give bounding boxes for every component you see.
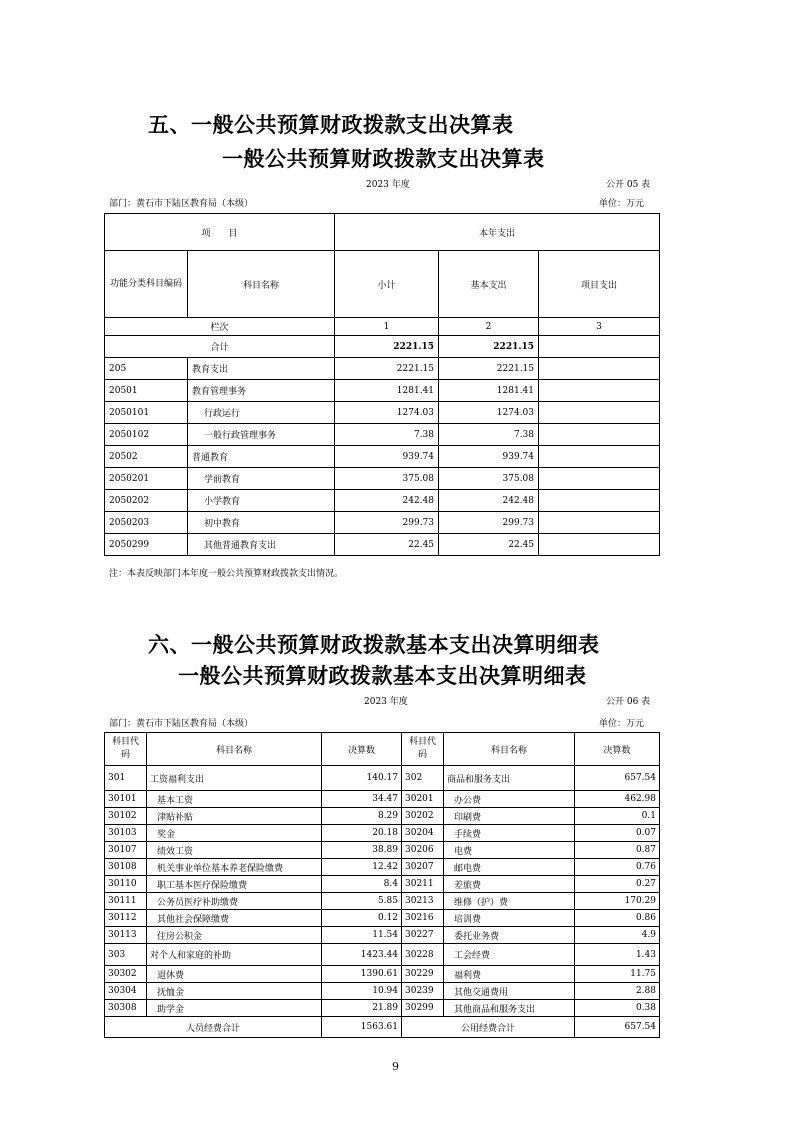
table-row (105, 983, 660, 1000)
right-code: 30202 (402, 808, 444, 825)
table-row (105, 380, 660, 402)
row-name: 教育支出 (188, 358, 335, 380)
right-amount: 4.9 (575, 927, 660, 944)
right-code: 30239 (402, 983, 444, 1000)
section6-dept: 部门：黄石市下陆区教育局（本级） (109, 719, 254, 729)
table-row (105, 766, 660, 791)
left-code: 30304 (105, 983, 147, 1000)
right-name: 差旅费 (444, 876, 575, 893)
left-amount: 140.17 (322, 766, 402, 791)
table-row (105, 966, 660, 983)
right-amount: 0.86 (575, 910, 660, 927)
row-code: 20501 (105, 380, 188, 402)
row-project (539, 512, 660, 534)
right-amount: 0.07 (575, 825, 660, 842)
row-basic: 242.48 (439, 490, 539, 512)
right-name: 其他商品和服务支出 (444, 1000, 575, 1017)
right-code: 30299 (402, 1000, 444, 1017)
row-code: 2050102 (105, 424, 188, 446)
total-row (105, 336, 660, 358)
personnel-total: 1563.61 (322, 1017, 402, 1038)
left-name: 绩效工资 (147, 842, 322, 859)
row-basic: 22.45 (439, 534, 539, 556)
table-row (105, 358, 660, 380)
totals-row (105, 1017, 660, 1038)
public-total-label: 公用经费合计 (402, 1017, 575, 1038)
row-name: 一般行政管理事务 (188, 424, 335, 446)
row-code: 2050202 (105, 490, 188, 512)
page-number: 9 (392, 1060, 399, 1073)
right-amount: 11.75 (575, 966, 660, 983)
total-project (539, 336, 660, 358)
total-label: 合计 (105, 336, 335, 358)
col-header-amount: 决算数 (575, 733, 660, 766)
left-amount: 20.18 (322, 825, 402, 842)
section6-year: 2023 年度 (364, 697, 408, 707)
left-amount: 10.94 (322, 983, 402, 1000)
left-code: 30111 (105, 893, 147, 910)
col-header-expense: 本年支出 (335, 214, 660, 251)
right-name: 工会经费 (444, 944, 575, 966)
row-code: 205 (105, 358, 188, 380)
row-name: 其他普通教育支出 (188, 534, 335, 556)
right-code: 30228 (402, 944, 444, 966)
row-name: 教育管理事务 (188, 380, 335, 402)
row-basic: 2221.15 (439, 358, 539, 380)
right-amount: 1.43 (575, 944, 660, 966)
right-name: 委托业务费 (444, 927, 575, 944)
right-code: 30229 (402, 966, 444, 983)
left-amount: 34.47 (322, 791, 402, 808)
row-project (539, 424, 660, 446)
section5-form-no: 公开 05 表 (606, 180, 651, 190)
row-name: 学前教育 (188, 468, 335, 490)
row-basic: 1274.03 (439, 402, 539, 424)
right-amount: 170.29 (575, 893, 660, 910)
col-header-basic: 基本支出 (439, 251, 539, 318)
left-code: 30102 (105, 808, 147, 825)
row-subtotal: 2221.15 (335, 358, 439, 380)
right-code: 30227 (402, 927, 444, 944)
row-basic: 7.38 (439, 424, 539, 446)
section5-heading: 五、一般公共预算财政拨款支出决算表 (148, 112, 514, 137)
left-name: 职工基本医疗保险缴费 (147, 876, 322, 893)
col-header-code: 科目代码 (402, 733, 444, 766)
table-row (105, 944, 660, 966)
total-subtotal: 2221.15 (335, 336, 439, 358)
left-name: 公务员医疗补助缴费 (147, 893, 322, 910)
left-code: 30308 (105, 1000, 147, 1017)
table-row (105, 402, 660, 424)
table-row (105, 808, 660, 825)
table-row (105, 512, 660, 534)
right-amount: 657.54 (575, 766, 660, 791)
table-row (105, 534, 660, 556)
right-code: 30201 (402, 791, 444, 808)
row-name: 小学教育 (188, 490, 335, 512)
row-project (539, 490, 660, 512)
right-name: 电费 (444, 842, 575, 859)
left-name: 助学金 (147, 1000, 322, 1017)
left-amount: 5.85 (322, 893, 402, 910)
left-amount: 12.42 (322, 859, 402, 876)
section5-unit: 单位：万元 (599, 199, 645, 209)
left-name: 基本工资 (147, 791, 322, 808)
row-subtotal: 375.08 (335, 468, 439, 490)
table-row (105, 876, 660, 893)
row-project (539, 446, 660, 468)
col-header-code: 科目代码 (105, 733, 147, 766)
row-code: 2050201 (105, 468, 188, 490)
row-basic: 299.73 (439, 512, 539, 534)
row-name: 普通教育 (188, 446, 335, 468)
left-amount: 0.12 (322, 910, 402, 927)
row-subtotal: 299.73 (335, 512, 439, 534)
col-num: 2 (439, 318, 539, 336)
col-header-name: 科目名称 (147, 733, 322, 766)
section5-note: 注：本表反映部门本年度一般公共预算财政拨款支出情况。 (109, 569, 344, 579)
left-amount: 8.4 (322, 876, 402, 893)
row-subtotal: 22.45 (335, 534, 439, 556)
left-name: 退休费 (147, 966, 322, 983)
left-amount: 1390.61 (322, 966, 402, 983)
left-code: 301 (105, 766, 147, 791)
left-code: 30302 (105, 966, 147, 983)
row-subtotal: 7.38 (335, 424, 439, 446)
row-name: 初中教育 (188, 512, 335, 534)
right-code: 30211 (402, 876, 444, 893)
row-col-label: 栏次 (105, 318, 335, 336)
left-code: 30110 (105, 876, 147, 893)
row-code: 20502 (105, 446, 188, 468)
left-amount: 21.89 (322, 1000, 402, 1017)
left-amount: 8.29 (322, 808, 402, 825)
left-code: 30112 (105, 910, 147, 927)
section6-heading: 六、一般公共预算财政拨款基本支出决算明细表 (148, 632, 600, 657)
right-name: 福利费 (444, 966, 575, 983)
left-amount: 1423.44 (322, 944, 402, 966)
table-row (105, 825, 660, 842)
row-code: 2050299 (105, 534, 188, 556)
right-code: 30216 (402, 910, 444, 927)
total-basic: 2221.15 (439, 336, 539, 358)
right-name: 商品和服务支出 (444, 766, 575, 791)
left-code: 303 (105, 944, 147, 966)
left-name: 奖金 (147, 825, 322, 842)
right-code: 30213 (402, 893, 444, 910)
right-name: 维修（护）费 (444, 893, 575, 910)
row-code: 2050203 (105, 512, 188, 534)
row-subtotal: 242.48 (335, 490, 439, 512)
table-row (105, 910, 660, 927)
right-name: 办公费 (444, 791, 575, 808)
left-amount: 11.54 (322, 927, 402, 944)
col-header-code: 功能分类科目编码 (105, 251, 188, 318)
right-amount: 0.76 (575, 859, 660, 876)
col-num: 3 (539, 318, 660, 336)
right-amount: 0.27 (575, 876, 660, 893)
row-project (539, 402, 660, 424)
row-basic: 1281.41 (439, 380, 539, 402)
row-subtotal: 1274.03 (335, 402, 439, 424)
left-name: 工资福利支出 (147, 766, 322, 791)
right-amount: 2.88 (575, 983, 660, 1000)
row-basic: 939.74 (439, 446, 539, 468)
row-project (539, 380, 660, 402)
left-name: 其他社会保障缴费 (147, 910, 322, 927)
left-code: 30107 (105, 842, 147, 859)
section6-table-title: 一般公共预算财政拨款基本支出决算明细表 (178, 663, 587, 688)
table-row (105, 893, 660, 910)
row-project (539, 534, 660, 556)
col-header-subtotal: 小计 (335, 251, 439, 318)
left-code: 30101 (105, 791, 147, 808)
right-name: 邮电费 (444, 859, 575, 876)
section6-unit: 单位：万元 (599, 719, 645, 729)
col-header-amount: 决算数 (322, 733, 402, 766)
left-name: 住房公积金 (147, 927, 322, 944)
left-amount: 38.89 (322, 842, 402, 859)
right-amount: 462.98 (575, 791, 660, 808)
col-header-name: 科目名称 (444, 733, 575, 766)
row-project (539, 468, 660, 490)
col-header-item: 项 目 (105, 214, 335, 251)
right-name: 印刷费 (444, 808, 575, 825)
table-row (105, 490, 660, 512)
table-row (105, 446, 660, 468)
row-code: 2050101 (105, 402, 188, 424)
row-name: 行政运行 (188, 402, 335, 424)
table-row (105, 927, 660, 944)
col-header-name: 科目名称 (188, 251, 335, 318)
left-code: 30108 (105, 859, 147, 876)
row-subtotal: 939.74 (335, 446, 439, 468)
left-name: 津贴补贴 (147, 808, 322, 825)
basic-expense-detail-table (104, 732, 660, 1038)
left-code: 30103 (105, 825, 147, 842)
right-code: 30206 (402, 842, 444, 859)
col-num: 1 (335, 318, 439, 336)
table-row (105, 1000, 660, 1017)
section5-dept: 部门：黄石市下陆区教育局（本级） (109, 199, 254, 209)
left-name: 对个人和家庭的补助 (147, 944, 322, 966)
section6-form-no: 公开 06 表 (606, 697, 651, 707)
section5-table-title: 一般公共预算财政拨款支出决算表 (222, 146, 545, 171)
row-subtotal: 1281.41 (335, 380, 439, 402)
left-name: 机关事业单位基本养老保险缴费 (147, 859, 322, 876)
right-code: 302 (402, 766, 444, 791)
col-header-project: 项目支出 (539, 251, 660, 318)
expense-table (104, 213, 660, 556)
section5-year: 2023 年度 (366, 180, 410, 190)
right-code: 30207 (402, 859, 444, 876)
right-name: 其他交通费用 (444, 983, 575, 1000)
right-name: 手续费 (444, 825, 575, 842)
row-project (539, 358, 660, 380)
right-name: 培训费 (444, 910, 575, 927)
right-amount: 0.87 (575, 842, 660, 859)
right-amount: 0.38 (575, 1000, 660, 1017)
personnel-total-label: 人员经费合计 (105, 1017, 322, 1038)
table-row (105, 468, 660, 490)
left-code: 30113 (105, 927, 147, 944)
table-row (105, 842, 660, 859)
right-amount: 0.1 (575, 808, 660, 825)
table-row (105, 424, 660, 446)
right-code: 30204 (402, 825, 444, 842)
row-basic: 375.08 (439, 468, 539, 490)
table-row (105, 791, 660, 808)
left-name: 抚恤金 (147, 983, 322, 1000)
table-row (105, 859, 660, 876)
public-total: 657.54 (575, 1017, 660, 1038)
